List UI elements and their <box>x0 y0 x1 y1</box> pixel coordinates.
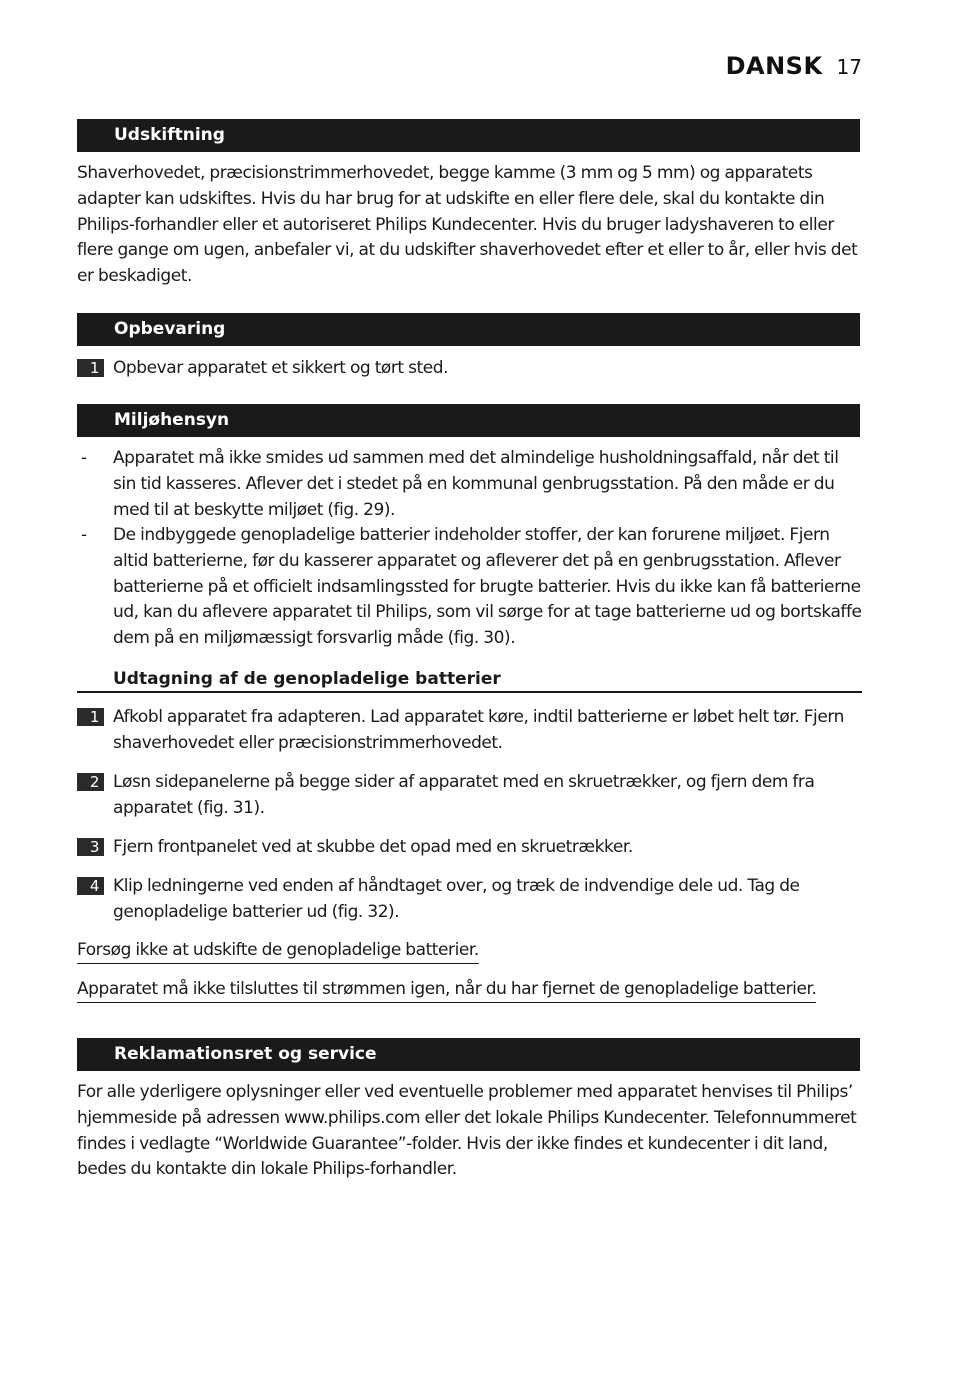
warning-text: Forsøg ikke at udskifte de genopladelige batterier. <box>77 938 479 964</box>
battery-step <box>77 873 862 925</box>
page-header <box>726 52 862 80</box>
guarantee-paragraph: For alle yderligere oplysninger eller ved eventuelle problemer med apparatet henvises til Philips’ hjemmeside på adressen www.philips.com eller det lokale Philips Kundecenter. Telefonnummeret findes i vedlagte “Worldwide Guarantee”-folder. Hvis der ikke findes et kundecenter i dit land, bedes du kontakte din lokale Philips-forhandler. <box>77 1082 857 1180</box>
environment-bullet <box>77 523 862 652</box>
storage-step <box>77 355 862 381</box>
step-number: 1 <box>77 708 104 726</box>
language-label: DANSK <box>725 52 823 80</box>
step-text: Afkobl apparatet fra adapteren. Lad apparatet køre, indtil batterierne er løbet helt tør. Fjern shaverhovedet eller præcisionstrimmerhovedet. <box>113 707 844 753</box>
bullet-dash: - <box>81 448 87 468</box>
step-text: Fjern frontpanelet ved at skubbe det opad med en skruetrækker. <box>113 837 633 857</box>
step-number: 1 <box>77 359 104 377</box>
step-number: 2 <box>77 773 104 791</box>
battery-step <box>77 704 862 756</box>
step-number: 3 <box>77 838 104 856</box>
step-text: Opbevar apparatet et sikkert og tørt sted. <box>113 358 449 378</box>
battery-step <box>77 769 862 821</box>
environment-bullet <box>77 446 862 523</box>
battery-step <box>77 834 862 860</box>
page-number: 17 <box>836 55 862 79</box>
bullet-text: De indbyggede genopladelige batterier indeholder stoffer, der kan forurene miljøet. Fjern altid batterierne, før du kasserer apparatet og afleverer det på en genbrugsstation. Aflever batterierne på et officielt indsamlingssted for brugte batterier. Hvis du ikke kan få batterierne ud, kan du aflevere apparatet til Philips, som vil sørge for at tage batterierne ud og bortskaffe dem på en miljømæssigt forsvarlig måde (fig. 30). <box>113 525 862 649</box>
step-text: Klip ledningerne ved enden af håndtaget over, og træk de indvendige dele ud. Tag de genopladelige batterier ud (fig. 32). <box>113 876 800 922</box>
section-heading-guarantee: Reklamationsret og service <box>77 1038 860 1071</box>
section-heading-storage: Opbevaring <box>77 313 860 346</box>
warning-text: Apparatet må ikke tilsluttes til strømmen igen, når du har fjernet de genopladelige batterier. <box>77 977 816 1003</box>
step-number: 4 <box>77 877 104 895</box>
section-heading-replacement: Udskiftning <box>77 119 860 152</box>
bullet-dash: - <box>81 525 87 545</box>
step-text: Løsn sidepanelerne på begge sider af apparatet med en skruetrækker, og fjern dem fra apparatet (fig. 31). <box>113 772 815 818</box>
section-heading-environment: Miljøhensyn <box>77 404 860 437</box>
replacement-paragraph: Shaverhovedet, præcisionstrimmerhovedet, begge kamme (3 mm og 5 mm) og apparatets adapter kan udskiftes. Hvis du har brug for at udskifte en eller flere dele, skal du kontakte din Philips-forhandler eller et autoriseret Philips Kundecenter. Hvis du bruger ladyshaveren to eller flere gange om ugen, anbefaler vi, at du udskifter shaverhovedet efter et eller to år, eller hvis det er beskadiget. <box>77 163 858 287</box>
subheading-battery-removal: Udtagning af de genopladelige batterier <box>77 667 862 693</box>
bullet-text: Apparatet må ikke smides ud sammen med det almindelige husholdningsaffald, når det til sin tid kasseres. Aflever det i stedet på en kommunal genbrugsstation. På den måde er du med til at beskytte miljøet (fig. 29). <box>113 448 839 520</box>
